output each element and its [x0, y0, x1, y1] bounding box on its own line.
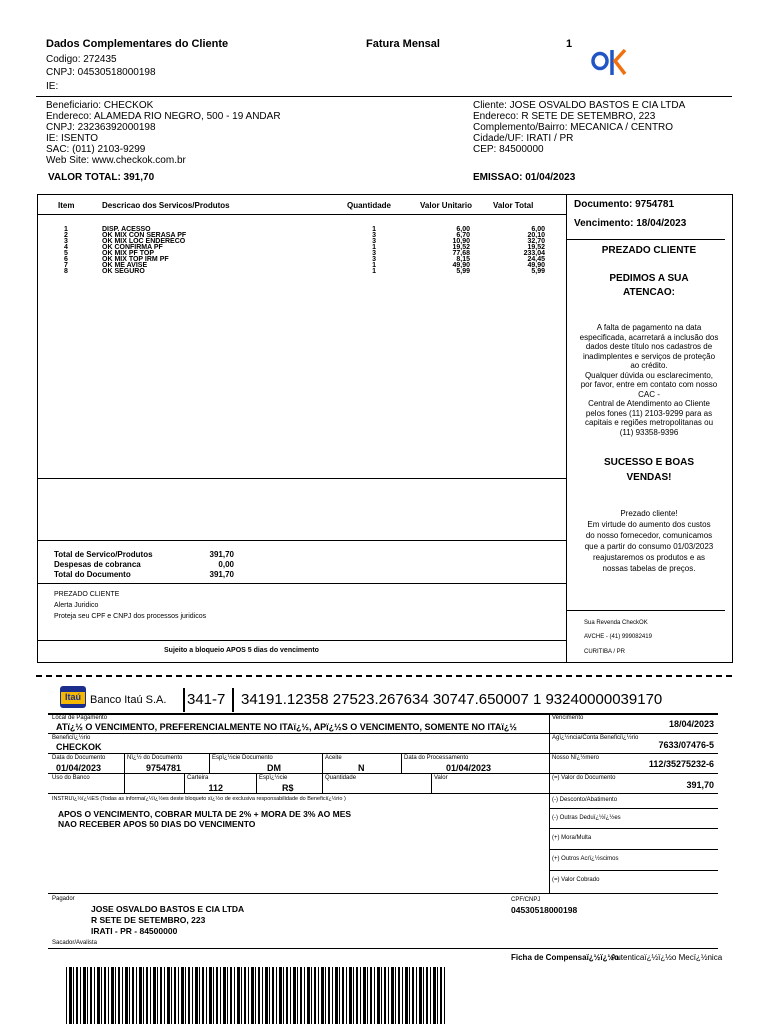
side-notice-line: especificada, acarretará a inclusão dos [579, 332, 719, 342]
bank-code: 341-7 [187, 691, 226, 708]
cliente-line: Endereco: R SETE DE SETEMBRO, 223 [473, 111, 656, 122]
doc-value-label: (=) Valor do Documento [552, 775, 616, 781]
side-greeting: PREZADO CLIENTE [601, 245, 697, 256]
item-total: 32,70 [527, 238, 545, 245]
beneficiario-line: SAC: (011) 2103-9299 [46, 144, 146, 155]
payer-cnpj-value: 04530518000198 [511, 905, 578, 915]
itau-logo-text: Itaú [64, 692, 81, 702]
boleto-col-rule [256, 774, 257, 794]
item-unit-price: 6,00 [456, 226, 470, 233]
agency-label: Agï¿½ncia/Conta Beneficiï¿½rio [552, 735, 639, 741]
our-number-label: Nosso Nï¿½mero [552, 755, 600, 761]
agency-value: 7633/07476-5 [658, 740, 714, 750]
boleto-row-rule [48, 753, 718, 754]
item-total: 233,04 [523, 250, 545, 257]
side-notice-line: por favor, entre em contato com nosso [580, 380, 718, 389]
beneficiario-line: Beneficiario: CHECKOK [46, 100, 154, 111]
client-ie: IE: [46, 81, 59, 92]
total-value: VALOR TOTAL: 391,70 [48, 172, 155, 183]
item-number: 1 [64, 226, 68, 233]
item-unit-price: 8,15 [456, 256, 470, 263]
our-number-value: 112/35275232-6 [648, 759, 714, 769]
right-rule [549, 808, 718, 809]
item-total: 49,90 [527, 262, 545, 269]
boleto-bottom-rule [48, 948, 718, 949]
document-number: Documento: 9754781 [574, 199, 675, 210]
side-price-notice: que a partir do consumo 01/03/2023 [584, 542, 714, 551]
digitable-line: 34191.12358 27523.267634 30747.650007 1 93240000039170 [241, 691, 663, 708]
processing-date-label: Data do Processamento [404, 755, 469, 761]
item-description: OK ME AVISE [102, 262, 148, 269]
due-value: 18/04/2023 [668, 719, 714, 729]
beneficiario-line: IE: ISENTO [46, 133, 99, 144]
boleto-row-rule [48, 773, 718, 774]
item-number: 8 [64, 268, 68, 275]
doc-species-label: Espï¿½cie Documento [212, 755, 273, 761]
boleto-col-rule [184, 774, 185, 794]
cliente-line: Cidade/UF: IRATI / PR [473, 133, 574, 144]
payment-place-label: Local de Pagamento [52, 715, 108, 721]
item-quantity: 1 [372, 226, 376, 233]
side-price-notice: Prezado cliente! [620, 509, 678, 518]
item-unit-price: 6,70 [456, 232, 470, 239]
deductions-label: (-) Outras Deduï¿½ï¿½es [552, 815, 621, 821]
item-unit-price: 77,68 [452, 250, 470, 257]
block-warning: Sujeito a bloqueio APOS 5 dias do vencimento [164, 647, 319, 654]
side-attention: ATENCAO: [622, 287, 676, 298]
boleto-top-rule [48, 713, 718, 715]
boleto-row-rule [48, 893, 718, 894]
item-description: OK MIX PF TOP [102, 250, 154, 257]
side-price-notice: reajustaremos os produtos e as [592, 553, 706, 562]
side-notice-line: (11) 93358-9396 [619, 427, 679, 437]
cliente-line: CEP: 84500000 [473, 144, 544, 155]
clearing-slip-label: Ficha de Compensaï¿½ï¿½o [511, 953, 620, 962]
table-header-descricao: Descricao dos Servicos/Produtos [102, 201, 230, 210]
item-total: 19,52 [527, 244, 545, 251]
item-description: OK MIX LOC ENDERECO [102, 238, 186, 245]
item-quantity: 3 [372, 238, 376, 245]
side-notice-line: dados deste título nos cadastros de [585, 342, 713, 351]
side-notice-line: ao crédito. [630, 361, 668, 370]
table-header-total: Valor Total [493, 201, 534, 210]
item-unit-price: 19,52 [452, 244, 470, 251]
item-number: 2 [64, 232, 68, 239]
item-unit-price-column [420, 226, 470, 274]
payer-line: JOSE OSVALDO BASTOS E CIA LTDA [91, 904, 245, 914]
right-rule [549, 828, 718, 829]
itau-logo-icon [60, 686, 86, 708]
beneficiary-value: CHECKOK [56, 742, 102, 752]
page-number: 1 [566, 38, 573, 50]
item-description: OK MIX TOP IRM PF [102, 256, 169, 263]
item-number: 3 [64, 238, 68, 245]
guarantor-label: Sacador/Avalista [52, 940, 97, 946]
right-rule [549, 849, 718, 850]
item-quantity: 1 [372, 244, 376, 251]
item-description: OK SEGURO [102, 268, 145, 275]
boleto-col-rule [322, 754, 323, 794]
item-number: 4 [64, 244, 68, 251]
item-quantity: 1 [372, 262, 376, 269]
side-attention: PEDIMOS A SUA [609, 273, 689, 284]
additions-label: (+) Outros Acrï¿½scimos [552, 856, 619, 862]
beneficiario-line: Endereco: ALAMEDA RIO NEGRO, 500 - 19 ANDAR [46, 111, 281, 122]
client-data-title: Dados Complementares do Cliente [46, 38, 229, 50]
beneficiario-line: CNPJ: 23236392000198 [46, 122, 156, 133]
side-price-notice: do nosso fornecedor, comunicamos [585, 531, 713, 540]
bank-name: Banco Itaú S.A. [90, 694, 167, 706]
item-number-column [64, 226, 68, 274]
item-total-column [495, 226, 545, 274]
item-unit-price: 5,99 [456, 268, 470, 275]
penalty-label: (+) Mora/Multa [552, 835, 592, 841]
side-notice-line: inadimplentes e serviços de proteção [582, 351, 716, 361]
side-notice-line: CAC - [638, 389, 660, 399]
client-cnpj: CNPJ: 04530518000198 [46, 67, 156, 78]
table-header-unitario: Valor Unitario [420, 201, 473, 210]
item-number: 5 [64, 250, 68, 257]
bank-sep-1 [183, 688, 185, 712]
cliente-line: Complemento/Bairro: MECANICA / CENTRO [473, 122, 674, 133]
notes-bottom-rule [37, 640, 566, 641]
item-description: OK CONFIRMA PF [102, 244, 163, 251]
due-label: Vencimento [552, 715, 584, 721]
wallet-label: Carteira [187, 775, 209, 781]
payer-line: IRATI - PR - 84500000 [91, 926, 178, 936]
instructions-label: INSTRUï¿½ï¿½ES (Todas as informaï¿½ï¿½es deste bloqueto sï¿½o de exclusiva responsabilidade do Beneficiï¿½rio ) [52, 796, 346, 802]
wallet-value: 112 [208, 783, 223, 793]
boleto-col-rule [209, 754, 210, 774]
item-description: DISP. ACESSO [102, 226, 151, 233]
issue-date: EMISSAO: 01/04/2023 [473, 172, 576, 183]
item-number: 7 [64, 262, 68, 269]
payer-label: Pagador [52, 896, 75, 902]
processing-date-value: 01/04/2023 [446, 763, 492, 773]
cliente-line: Cliente: JOSE OSVALDO BASTOS E CIA LTDA [473, 100, 686, 111]
totals-value: 0,00 [218, 560, 234, 569]
item-total: 6,00 [531, 226, 545, 233]
instruction-line: NAO RECEBER APOS 50 DIAS DO VENCIMENTO [58, 819, 256, 829]
item-unit-price: 10,90 [452, 238, 470, 245]
boleto-col-rule [401, 754, 402, 774]
reseller-city: CURITIBA / PR [584, 649, 626, 655]
item-quantity: 3 [372, 232, 376, 239]
totals-label: Total do Documento [54, 570, 131, 579]
payer-line: R SETE DE SETEMBRO, 223 [91, 915, 206, 925]
totals-label: Despesas de cobranca [54, 560, 141, 569]
boleto-row-rule [48, 733, 718, 734]
side-notice-line: pelos fones (11) 2103-9299 para as [585, 408, 713, 418]
side-success: SUCESSO E BOAS [603, 457, 695, 468]
side-notice-line: capitais e regiões metropolitanas ou [584, 418, 714, 427]
bank-sep-2 [232, 688, 234, 712]
header-divider [36, 96, 732, 97]
side-notice-line: Qualquer dúvida ou esclarecimento, [584, 370, 714, 380]
item-quantity: 3 [372, 250, 376, 257]
totals-bottom-rule [37, 583, 566, 584]
table-bottom-rule [37, 478, 566, 479]
boleto-right-column-rule [549, 714, 550, 894]
item-total: 24,45 [527, 256, 545, 263]
doc-date-value: 01/04/2023 [56, 763, 102, 773]
totals-value: 391,70 [209, 550, 234, 559]
item-unit-price: 49,90 [452, 262, 470, 269]
side-notice-line: A falta de pagamento na data [596, 323, 702, 332]
quantity-label: Quantidade [325, 775, 357, 781]
side-price-notice: nossas tabelas de preços. [602, 564, 696, 573]
side-price-notice: Em virtude do aumento dos custos [587, 520, 711, 529]
item-quantity: 3 [372, 256, 376, 263]
boleto-row-rule [48, 793, 718, 794]
payer-cnpj-label: CPF/CNPJ [511, 897, 541, 903]
item-description-column [102, 226, 186, 274]
doc-date-label: Data do Documento [52, 755, 106, 761]
item-quantity-column [346, 226, 376, 274]
value-label: Valor [434, 775, 448, 781]
accept-label: Aceite [325, 755, 342, 761]
due-date: Vencimento: 18/04/2023 [574, 218, 687, 229]
item-description: OK MIX CON SERASA PF [102, 232, 187, 239]
item-total: 5,99 [531, 268, 545, 275]
checkok-logo-icon [590, 45, 630, 79]
species-label: Espï¿½cie [259, 775, 288, 781]
reseller-name: Sua Revenda CheckOK [584, 620, 648, 626]
payment-place-value: ATï¿½ O VENCIMENTO, PREFERENCIALMENTE NO ITAï¿½, APï¿½S O VENCIMENTO, SOMENTE NO ITAï¿½ [56, 722, 517, 732]
doc-number-value: 9754781 [146, 763, 182, 773]
item-quantity: 1 [372, 268, 376, 275]
mechanical-auth-label: Autenticaï¿½ï¿½o Mecï¿½nica [611, 953, 723, 962]
bank-use-label: Uso do Banco [52, 775, 90, 781]
table-header-item: Item [58, 201, 75, 210]
beneficiary-label: Beneficiï¿½rio [52, 735, 91, 741]
doc-species-value: DM [267, 763, 281, 773]
item-total: 20,10 [527, 232, 545, 239]
totals-top-rule [37, 540, 566, 541]
client-code: Codigo: 272435 [46, 54, 117, 65]
boleto-col-rule [124, 754, 125, 794]
side-rule [567, 239, 725, 240]
boleto-col-rule [431, 774, 432, 794]
doc-number-label: Nï¿½ do Documento [127, 755, 183, 761]
right-rule [549, 870, 718, 871]
note-line: Alerta Juridico [54, 602, 99, 609]
reseller-phone: AVCHE - (41) 999082419 [584, 634, 652, 640]
barcode [66, 967, 446, 1024]
charged-value-label: (=) Valor Cobrado [552, 877, 600, 883]
item-number: 6 [64, 256, 68, 263]
note-line: Proteja seu CPF e CNPJ dos processos juridicos [54, 613, 207, 620]
side-bottom-rule [567, 610, 725, 611]
cut-line [36, 675, 732, 677]
accept-value: N [358, 763, 365, 773]
discount-label: (-) Desconto/Abatimento [552, 797, 618, 803]
doc-value-value: 391,70 [686, 780, 714, 790]
totals-value: 391,70 [209, 570, 234, 579]
totals-label: Total de Servico/Produtos [54, 550, 153, 559]
side-notice-line: Central de Atendimento ao Cliente [588, 399, 710, 408]
side-success: VENDAS! [626, 472, 672, 483]
note-line: PREZADO CLIENTE [54, 591, 120, 598]
species-value: R$ [282, 783, 294, 793]
beneficiario-line: Web Site: www.checkok.com.br [46, 155, 186, 166]
table-header-quantidade: Quantidade [347, 201, 392, 210]
instruction-line: APOS O VENCIMENTO, COBRAR MULTA DE 2% + MORA DE 3% AO MES [58, 809, 352, 819]
table-header-rule [37, 214, 566, 215]
invoice-type: Fatura Mensal [366, 38, 440, 50]
